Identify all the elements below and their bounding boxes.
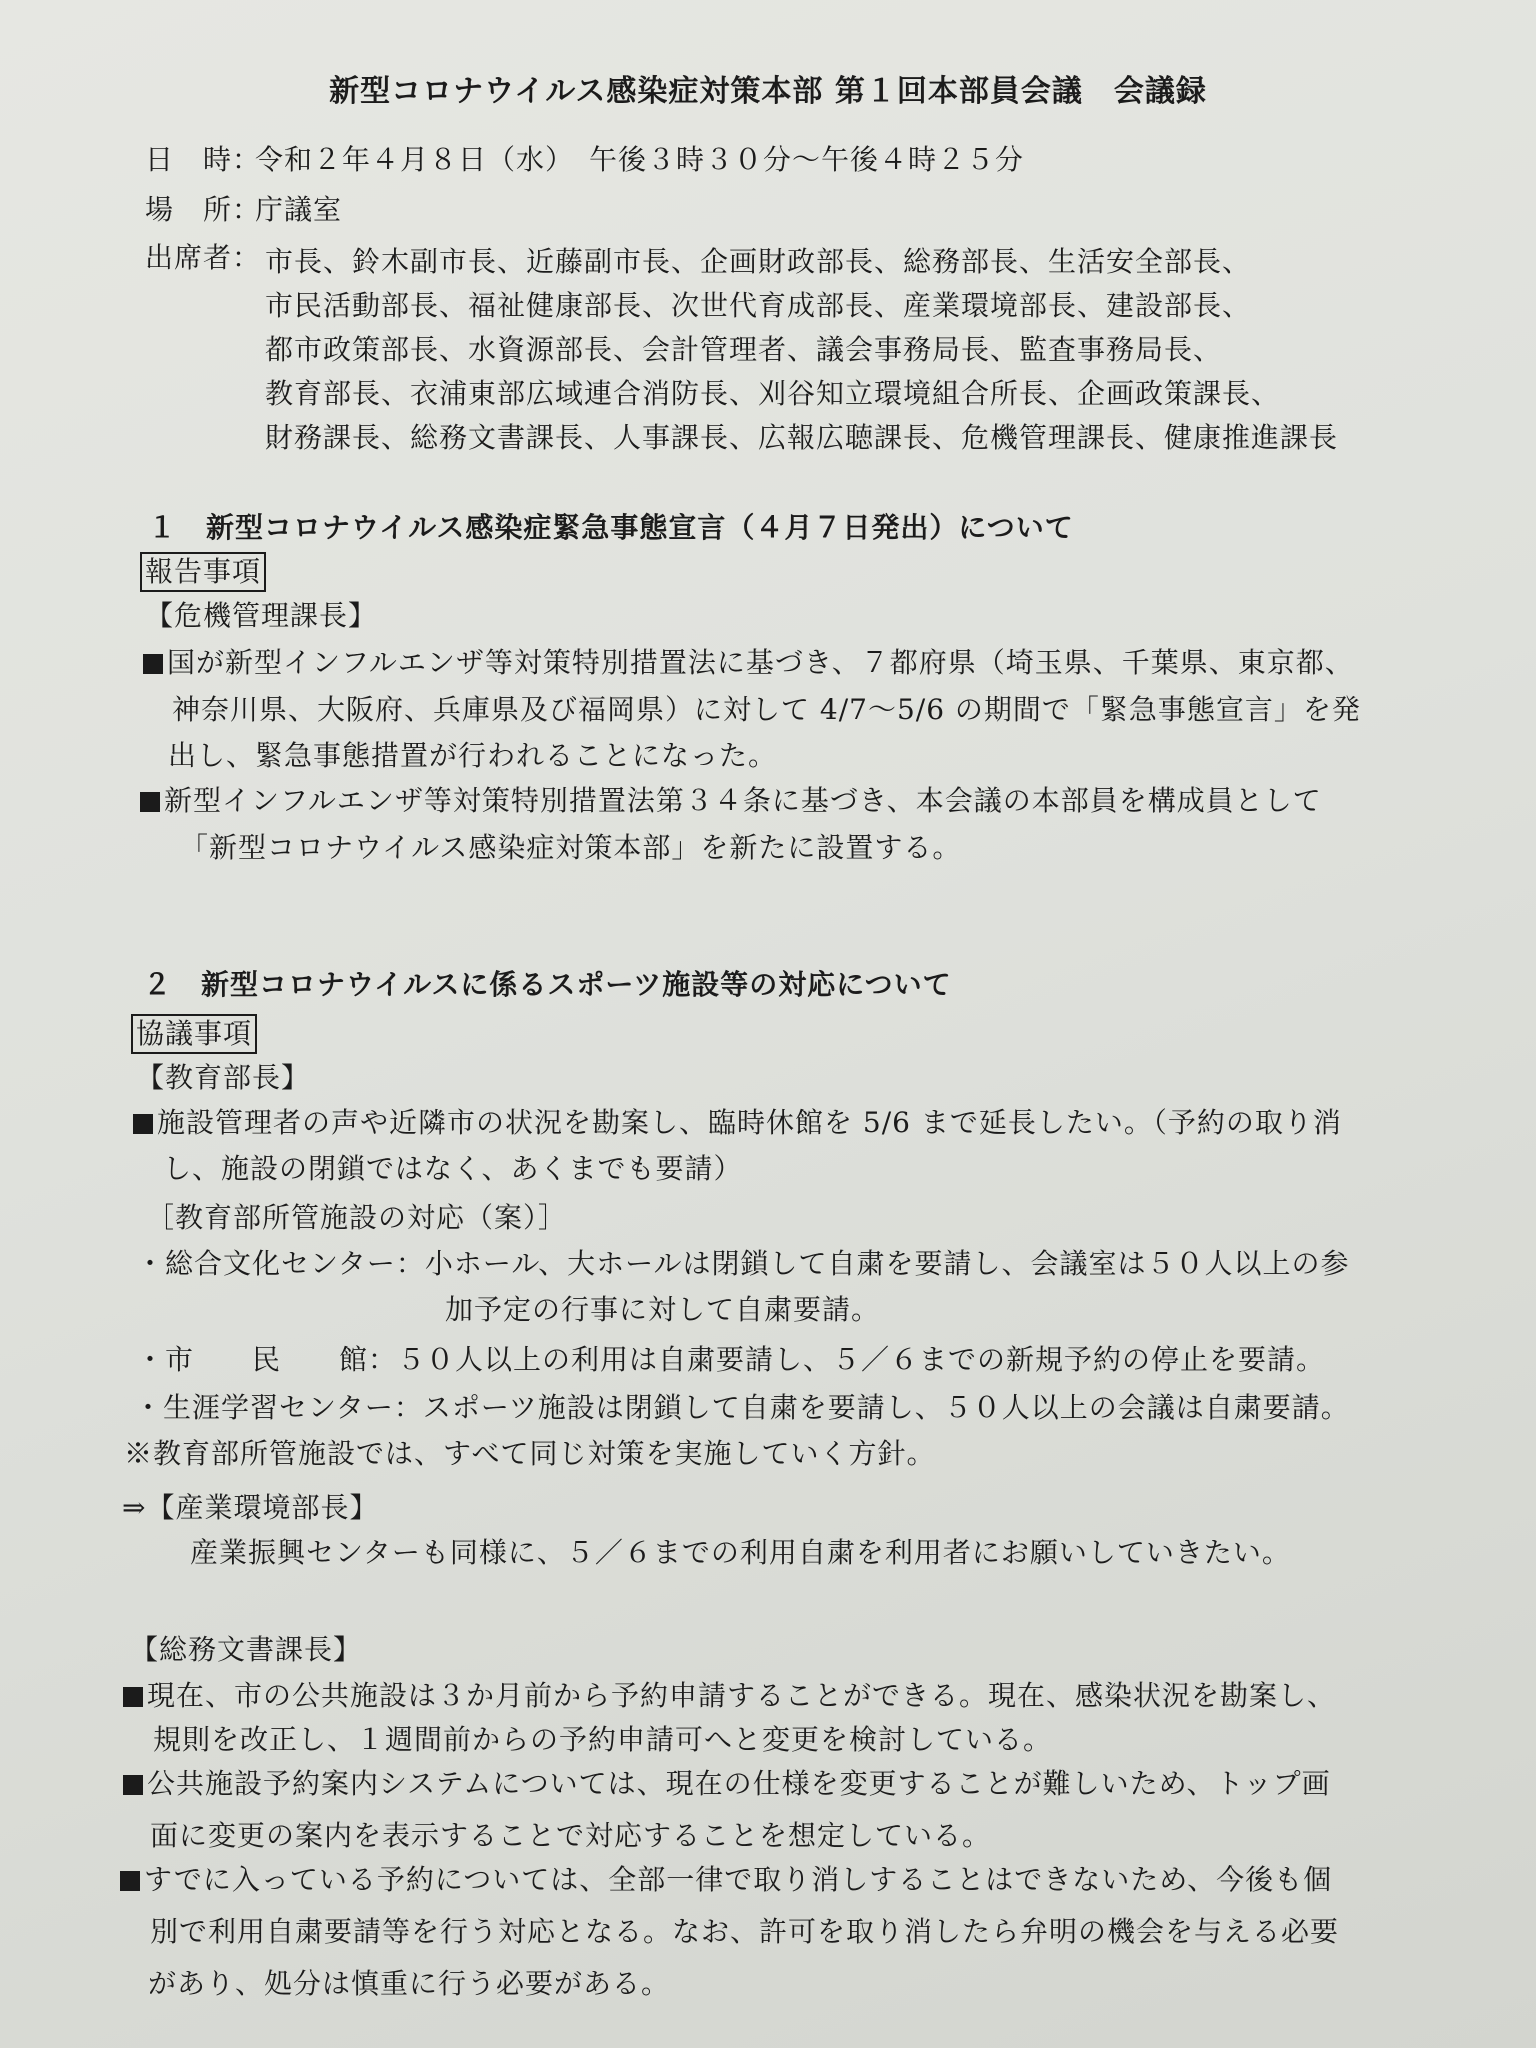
attendees-label: 出席者： <box>145 241 262 274</box>
section1-line: 新型インフルエンザ等対策特別措置法第３４条に基づき、本会議の本部員を構成員として <box>164 784 1322 817</box>
section1-heading: １ 新型コロナウイルス感染症緊急事態宣言（４月７日発出）について <box>148 511 1074 544</box>
place-label: 場 所： <box>145 193 262 226</box>
gen-line: 公共施設予約案内システムについては、現在の仕様を変更することが難しいため、トップ画 <box>147 1767 1331 1800</box>
section1-line: 出し、緊急事態措置が行われることになった。 <box>168 739 778 772</box>
edu-line: 加予定の行事に対して自粛要請。 <box>445 1293 881 1326</box>
section2-item <box>123 1678 1336 1714</box>
square-bullet-icon <box>120 1871 140 1891</box>
attendees-line: 都市政策部長、水資源部長、会計管理者、議会事務局長、監査事務局長、 <box>265 333 1223 366</box>
edu-line: ・総合文化センター：小ホール、大ホールは閉鎖して自粛を要請し、会議室は５０人以上の参 <box>136 1247 1350 1280</box>
section2-heading: ２ 新型コロナウイルスに係るスポーツ施設等の対応について <box>143 968 952 1001</box>
section1-tag: 報告事項 <box>140 552 266 592</box>
attendees-line: 市長、鈴木副市長、近藤副市長、企画財政部長、総務部長、生活安全部長、 <box>265 245 1252 278</box>
section2-tag: 協議事項 <box>131 1014 257 1054</box>
place-value: 庁議室 <box>255 193 343 226</box>
section1-item <box>143 645 1354 681</box>
attendees-line: 市民活動部長、福祉健康部長、次世代育成部長、産業環境部長、建設部長、 <box>265 289 1252 322</box>
square-bullet-icon <box>123 1687 143 1707</box>
gen-line: 規則を改正し、１週間前からの予約申請可へと変更を検討している。 <box>153 1723 1053 1756</box>
attendees-line: 財務課長、総務文書課長、人事課長、広報広聴課長、危機管理課長、健康推進課長 <box>265 421 1339 454</box>
edu-line: ［教育部所管施設の対応（案）］ <box>146 1201 568 1234</box>
section1-line: 「新型コロナウイルス感染症対策本部」を新たに設置する。 <box>180 831 962 864</box>
datetime-value: 令和２年４月８日（水） 午後３時３０分～午後４時２５分 <box>255 143 1025 176</box>
gen-line: があり、処分は慎重に行う必要がある。 <box>148 1967 671 2000</box>
document-title: 新型コロナウイルス感染症対策本部 第１回本部員会議 会議録 <box>329 74 1207 109</box>
section2-item <box>120 1862 1332 1898</box>
square-bullet-icon <box>123 1775 143 1795</box>
datetime-row <box>145 142 1024 178</box>
edu-line: 産業振興センターも同様に、５／６までの利用自粛を利用者にお願いしていきたい。 <box>190 1536 1291 1569</box>
gen-line: 別で利用自粛要請等を行う対応となる。なお、許可を取り消したら弁明の機会を与える必要 <box>150 1915 1340 1948</box>
section1-line: 神奈川県、大阪府、兵庫県及び福岡県）に対して 4/7～5/6 の期間で「緊急事態宣言」を発 <box>172 693 1361 726</box>
gen-line: すでに入っている予約については、全部一律で取り消しすることはできないため、今後も個 <box>144 1863 1333 1896</box>
section2-speaker2: 【総務文書課長】 <box>130 1633 363 1666</box>
section1-line: 国が新型インフルエンザ等対策特別措置法に基づき、７都府県（埼玉県、千葉県、東京都、 <box>167 646 1354 679</box>
square-bullet-icon <box>133 1114 153 1134</box>
edu-line: ・市 民 館：５０人以上の利用は自粛要請し、５／６までの新規予約の停止を要請。 <box>136 1343 1326 1376</box>
datetime-label: 日 時： <box>145 143 262 176</box>
edu-line: ⇒【産業環境部長】 <box>122 1491 379 1524</box>
gen-line: 面に変更の案内を表示することで対応することを想定している。 <box>150 1819 992 1852</box>
section1-item <box>140 783 1322 819</box>
section2-speaker1: 【教育部長】 <box>136 1061 311 1094</box>
edu-line: し、施設の閉鎖ではなく、あくまでも要請） <box>163 1152 743 1185</box>
section2-item <box>133 1105 1342 1141</box>
section2-item <box>123 1766 1331 1802</box>
section1-speaker: 【危機管理課長】 <box>145 599 378 632</box>
square-bullet-icon <box>140 792 160 812</box>
gen-line: 現在、市の公共施設は３か月前から予約申請することができる。現在、感染状況を勘案し、 <box>147 1679 1337 1712</box>
attendees-line: 教育部長、衣浦東部広域連合消防長、刈谷知立環境組合所長、企画政策課長、 <box>265 377 1281 410</box>
edu-line: ※教育部所管施設では、すべて同じ対策を実施していく方針。 <box>124 1437 936 1470</box>
square-bullet-icon <box>143 654 163 674</box>
edu-line: 施設管理者の声や近隣市の状況を勘案し、臨時休館を 5/6 まで延長したい。（予約の取り消 <box>157 1106 1342 1139</box>
edu-line: ・生涯学習センター：スポーツ施設は閉鎖して自粛を要請し、５０人以上の会議は自粛要請。 <box>134 1391 1350 1424</box>
place-row <box>145 192 342 228</box>
